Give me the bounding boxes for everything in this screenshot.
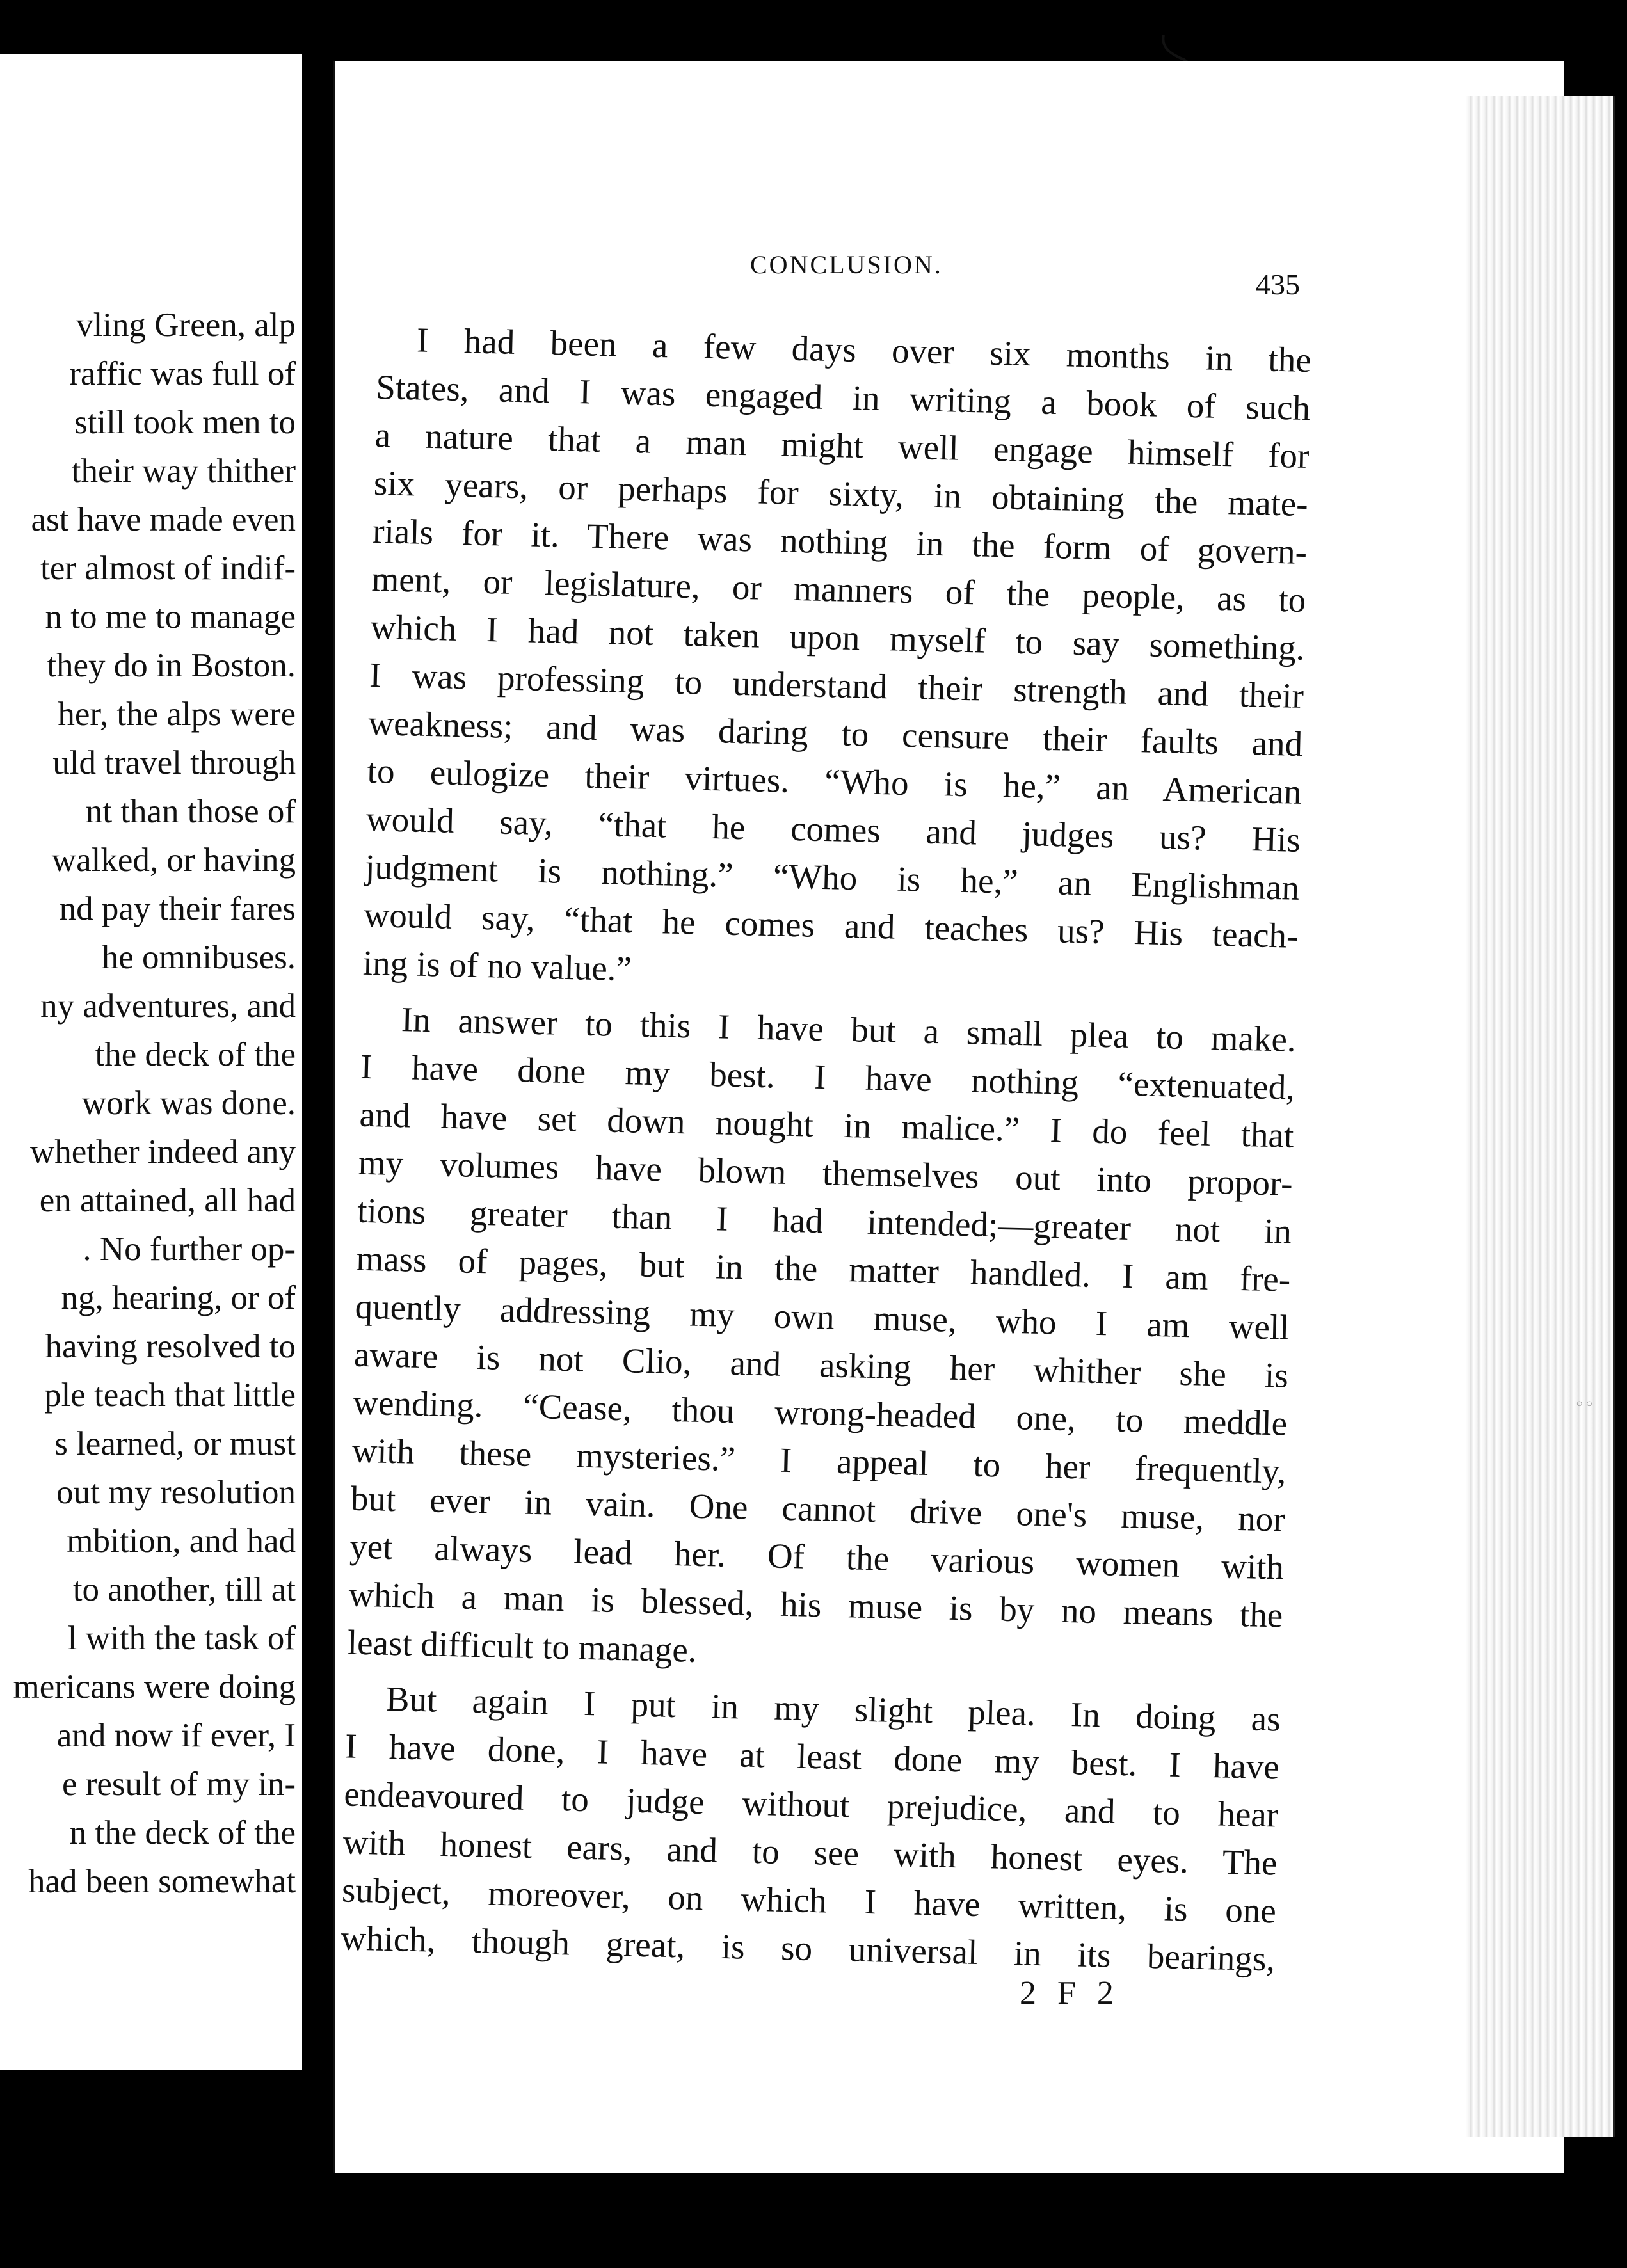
body-text-line: quently addressing my own muse, who I am well xyxy=(355,1286,1290,1347)
left-text-line: ast have made even xyxy=(31,501,296,538)
right-page-body xyxy=(341,315,1312,1983)
body-text-line: my volumes have blown themselves out into propor- xyxy=(358,1142,1294,1203)
body-text-line: wending. “Cease, thou wrong-headed one, to meddle xyxy=(352,1382,1288,1443)
left-text-line: mericans were doing xyxy=(13,1668,296,1705)
body-text-line: ing is of no value.” xyxy=(362,943,632,989)
left-text-line: vling Green, alp xyxy=(76,307,296,344)
body-text-line: I had been a few days over six months in the xyxy=(416,320,1312,380)
left-text-line: walked, or having xyxy=(51,842,296,879)
left-text-line: he omnibuses. xyxy=(101,939,296,976)
left-text-line: they do in Boston. xyxy=(47,647,296,684)
body-text-line: weakness; and was daring to censure their faults and xyxy=(367,703,1303,763)
left-text-line: having resolved to xyxy=(45,1328,296,1365)
body-text-line: But again I put in my slight plea. In doing as xyxy=(385,1679,1281,1739)
left-text-line: uld travel through xyxy=(52,744,296,781)
body-text-line: and have set down nought in malice.” I do feel that xyxy=(358,1094,1294,1155)
left-text-line: nd pay their fares xyxy=(59,890,296,927)
left-text-line: n to me to manage xyxy=(45,598,296,635)
body-text-line: with honest ears, and to see with honest eyes. The xyxy=(342,1822,1278,1883)
left-text-line: still took men to xyxy=(74,404,296,441)
body-text-line: ment, or legislature, or manners of the people, as to xyxy=(371,559,1306,620)
signature-mark: 2 F 2 xyxy=(1020,1975,1120,2011)
left-text-line: ter almost of indif- xyxy=(40,550,296,587)
left-text-line: out my resolution xyxy=(56,1474,296,1511)
body-text-line: with these mysteries.” I appeal to her frequently, xyxy=(351,1430,1287,1491)
left-text-line: . No further op- xyxy=(83,1231,296,1268)
left-text-line: e result of my in- xyxy=(61,1766,296,1803)
body-text-line: which a man is blessed, his muse is by no means the xyxy=(348,1574,1283,1635)
body-text-line: but ever in vain. One cannot drive one's muse, nor xyxy=(350,1478,1286,1539)
left-text-line: n the deck of the xyxy=(69,1814,296,1851)
body-text-line: which I had not taken upon myself to say something. xyxy=(370,607,1306,667)
body-text-line: a nature that a man might well engage himself for xyxy=(374,415,1310,476)
left-text-line: her, the alps were xyxy=(58,696,296,733)
book-gutter xyxy=(302,26,334,2131)
left-text-line: mbition, and had xyxy=(67,1522,296,1560)
body-text-line: aware is not Clio, and asking her whither she is xyxy=(353,1334,1289,1395)
left-text-line: raffic was full of xyxy=(69,355,296,392)
left-text-line: work was done. xyxy=(81,1085,296,1122)
left-text-line: to another, till at xyxy=(72,1571,296,1608)
left-text-line: and now if ever, I xyxy=(56,1717,296,1754)
body-text-line: would say, “that he comes and teaches us? His teach- xyxy=(364,895,1299,955)
left-text-line: the deck of the xyxy=(95,1036,296,1073)
left-page-text xyxy=(0,301,296,1906)
body-text-line: I have done my best. I have nothing “extenuated, xyxy=(360,1046,1295,1107)
body-text-line: I have done, I have at least done my best. I have xyxy=(344,1726,1280,1787)
body-text-line: States, and I was engaged in writing a book of such xyxy=(375,367,1311,428)
page-number: 435 xyxy=(1256,268,1300,301)
body-text-line: In answer to this I have but a small plea to make. xyxy=(401,1000,1297,1059)
body-text-line: yet always lead her. Of the various women with xyxy=(349,1526,1285,1587)
body-text-line: subject, moreover, on which I have written, is one xyxy=(341,1870,1277,1931)
left-text-line: s learned, or must xyxy=(54,1425,296,1462)
page-edges xyxy=(1466,96,1615,2137)
body-text-line: judgment is nothing.” “Who is he,” an Englishman xyxy=(364,847,1300,907)
left-text-line: ny adventures, and xyxy=(40,987,296,1025)
body-text-line: to eulogize their virtues. “Who is he,” an American xyxy=(367,751,1302,811)
body-text-line: rials for it. There was nothing in the form of govern- xyxy=(372,511,1308,572)
left-text-line: ple teach that little xyxy=(44,1377,296,1414)
body-text-line: I was professing to understand their strength and their xyxy=(369,655,1304,715)
body-text-line: would say, “that he comes and judges us? His xyxy=(365,799,1301,859)
left-page xyxy=(0,54,302,2070)
body-text-line: mass of pages, but in the matter handled. I am fre- xyxy=(355,1238,1291,1299)
body-text-line: least difficult to manage. xyxy=(347,1622,698,1670)
left-text-line: l with the task of xyxy=(67,1620,296,1657)
edge-smudge-icon: ◦◦ xyxy=(1575,1395,1594,1414)
body-text-line: six years, or perhaps for sixty, in obtaining the mate- xyxy=(373,463,1309,524)
body-text-line: tions greater than I had intended;—greater not in xyxy=(357,1190,1292,1251)
left-text-line: ng, hearing, or of xyxy=(61,1279,296,1316)
left-text-line: had been somewhat xyxy=(28,1863,296,1900)
body-text-line: which, though great, is so universal in its bearings, xyxy=(340,1918,1276,1979)
left-text-line: en attained, all had xyxy=(39,1182,296,1219)
left-text-line: nt than those of xyxy=(85,793,296,830)
body-text-line: endeavoured to judge without prejudice, and to hear xyxy=(343,1774,1279,1835)
running-head: CONCLUSION. xyxy=(750,250,943,279)
left-text-line: whether indeed any xyxy=(30,1133,296,1170)
left-text-line: their way thither xyxy=(71,452,296,490)
